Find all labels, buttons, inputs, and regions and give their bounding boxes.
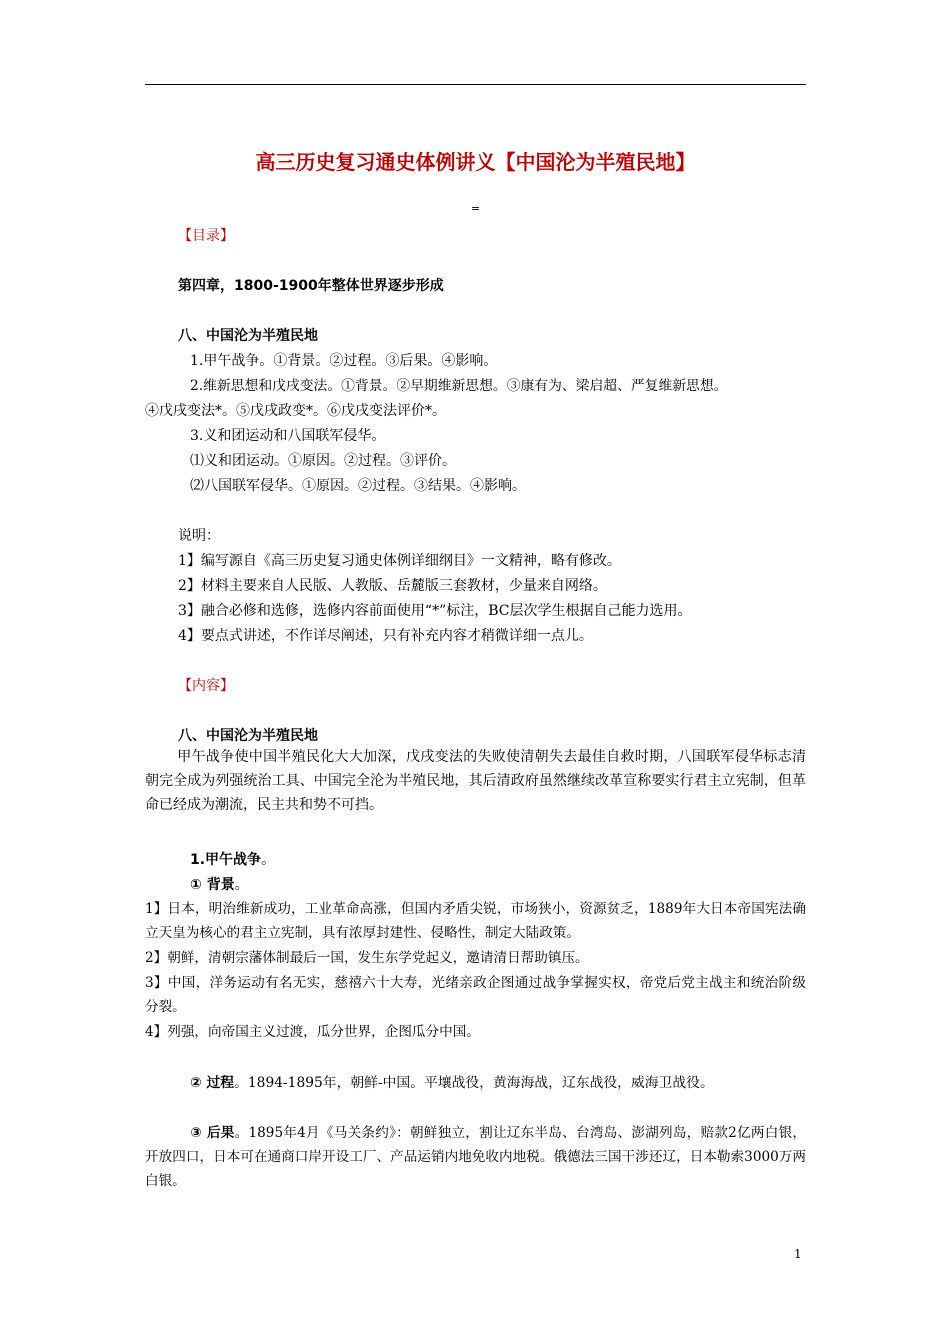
- result-label: ③ 后果: [190, 1125, 235, 1141]
- toc-item-2-line-1: 2.维新思想和戊戌变法。①背景。②早期维新思想。③康有为、梁启超、严复维新思想。: [190, 378, 728, 394]
- toc-section: 八、中国沦为半殖民地: [178, 328, 318, 344]
- process-text: 。1894-1895年，朝鲜-中国。平壤战役，黄海海战，辽东战役，威海卫战役。: [234, 1075, 714, 1091]
- content-intro-text: 甲午战争使中国半殖民化大大加深，戊戌变法的失败使清朝失去最佳自救时期，八国联军侵华标志清朝完全成为列强统治工具、中国完全沦为半殖民地，其后清政府虽然继续改革宣称要实行君主立宪制，但革命已经成为潮流，民主共和势不可挡。: [145, 749, 806, 813]
- subsection-1-title: 1.甲午战争: [190, 852, 262, 868]
- header-rule: [145, 84, 806, 85]
- background-item-3: 3】中国，洋务运动有名无实，慈禧六十大寿，光绪亲政企图通过战争掌握实权，帝党后党主战主和统治阶级分裂。: [145, 975, 806, 1015]
- toc-item-3: 3.义和团运动和八国联军侵华。: [190, 428, 386, 444]
- toc-chapter: 第四章，1800-1900年整体世界逐步形成: [178, 278, 444, 294]
- content-intro: [145, 745, 806, 823]
- result-text: 。1895年4月《马关条约》：朝鲜独立，割让辽东半岛、台湾岛、澎湖列岛，赔款2亿两白银，开放四口，日本可在通商口岸开设工厂、产品运销内地免收内地税。俄德法三国干涉还辽，日本勒索3000万两白银。: [145, 1125, 807, 1189]
- toc-item-2-line-2: ④戊戌变法*。⑤戊戌政变*。⑥戊戌变法评价*。: [145, 403, 446, 419]
- document-title: 高三历史复习通史体例讲义【中国沦为半殖民地】: [255, 150, 696, 174]
- background-suffix: 。: [234, 877, 249, 893]
- subsection-1: [190, 848, 851, 872]
- toc-item-3-1: ⑴义和团运动。①原因。②过程。③评价。: [190, 453, 456, 469]
- note-1: 1】编写源自《高三历史复习通史体例详细纲目》一文精神，略有修改。: [178, 553, 621, 569]
- background-heading: [190, 873, 851, 897]
- background-label: ① 背景: [190, 877, 235, 893]
- process-label: ② 过程: [190, 1075, 235, 1091]
- note-3: 3】融合必修和选修，选修内容前面使用“*”标注，BC层次学生根据自己能力选用。: [178, 603, 692, 619]
- subtitle-mark: =: [470, 202, 481, 215]
- subsection-1-suffix: 。: [261, 852, 276, 868]
- page-number: 1: [794, 1247, 802, 1261]
- result-paragraph: [145, 1121, 806, 1195]
- background-item-4: 4】列强，向帝国主义过渡，瓜分世界，企图瓜分中国。: [145, 1024, 480, 1040]
- process-paragraph: [190, 1071, 851, 1095]
- background-item-2: 2】朝鲜，清朝宗藩体制最后一国，发生东学党起义，邀请清日帮助镇压。: [145, 950, 589, 966]
- content-heading: 【内容】: [178, 678, 234, 694]
- background-item-1: 1】日本，明治维新成功，工业革命高涨，但国内矛盾尖锐，市场狭小，资源贫乏，1889年大日本帝国宪法确立天皇为核心的君主立宪制，具有浓厚封建性、侵略性，制定大陆政策。: [145, 901, 806, 941]
- notes-heading: 说明：: [178, 528, 220, 544]
- toc-item-1: 1.甲午战争。①背景。②过程。③后果。④影响。: [190, 353, 498, 369]
- note-2: 2】材料主要来自人民版、人教版、岳麓版三套教材，少量来自网络。: [178, 578, 607, 594]
- note-4: 4】要点式讲述，不作详尽阐述，只有补充内容才稍微详细一点儿。: [178, 628, 593, 644]
- content-section: 八、中国沦为半殖民地: [178, 728, 318, 744]
- toc-heading: 【目录】: [178, 228, 234, 244]
- toc-item-3-2: ⑵八国联军侵华。①原因。②过程。③结果。④影响。: [190, 478, 526, 494]
